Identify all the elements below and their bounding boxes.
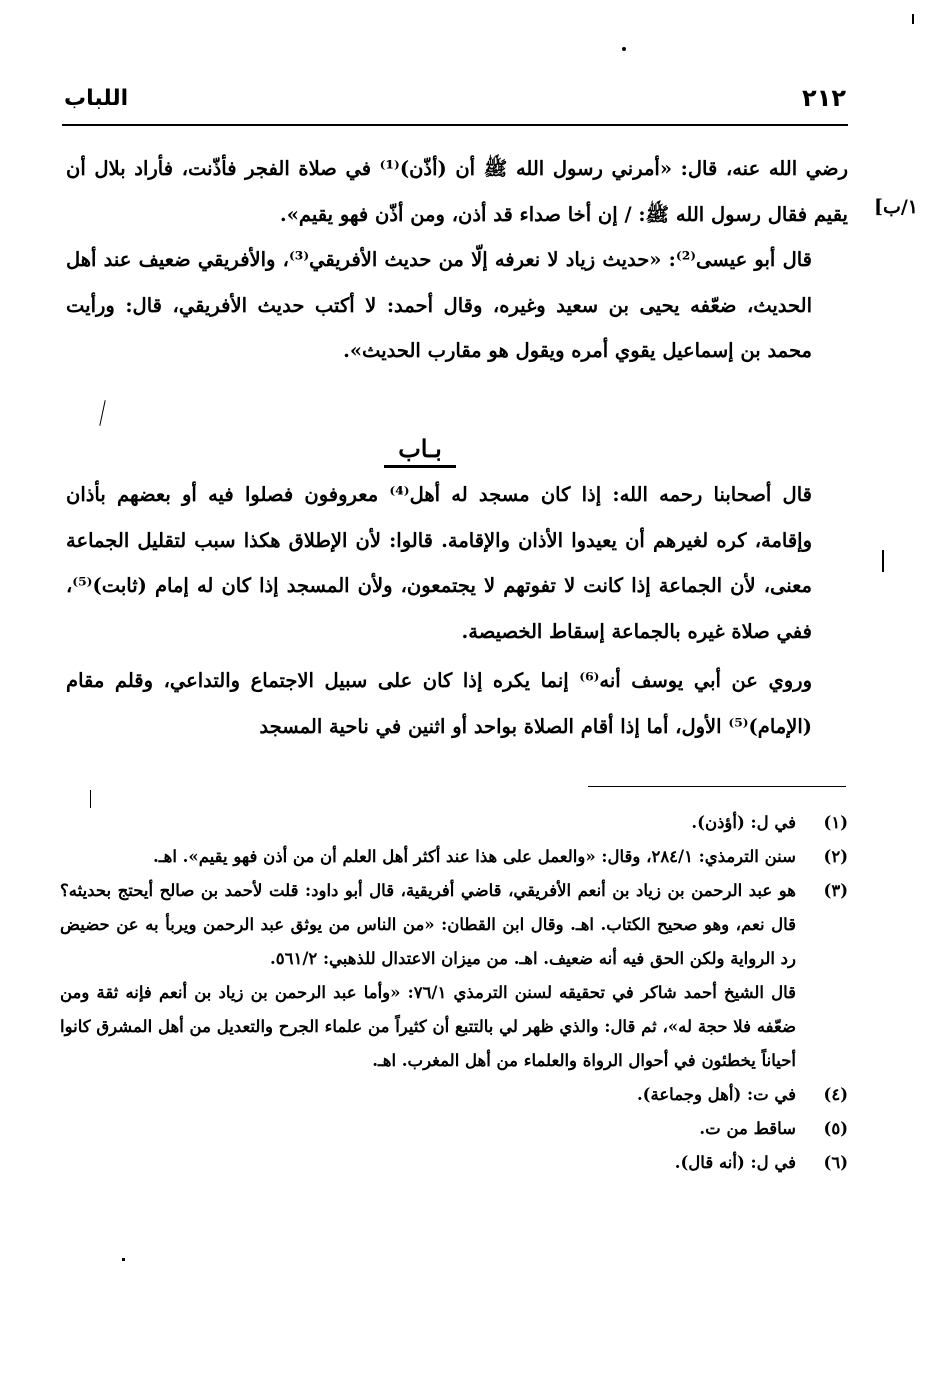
scan-speck — [912, 14, 914, 24]
scan-speck — [90, 790, 91, 808]
footnote-text: في ل: (أؤذن). — [691, 813, 796, 832]
footnote-number: (٢) — [823, 847, 848, 866]
footnote-number: (٤) — [823, 1085, 848, 1104]
paragraph: رضي الله عنه، قال: «أمرني رسول الله ﷺ أن (أذّن)⁽¹⁾ في صلاة الفجر فأذّنت، فأراد بلال أن يقيم فقال رسول الله ﷺ: / إن أخا صداء قد أذن، ومن أذّن فهو يقيم». — [66, 157, 849, 226]
footnote-number: (٦) — [823, 1153, 848, 1172]
section-heading — [380, 434, 460, 468]
footnote-text: في ل: (أنه قال). — [674, 1153, 796, 1172]
footnote-separator — [588, 786, 846, 787]
header-rule — [62, 124, 848, 126]
footnote-number: (٣) — [823, 881, 848, 900]
footnotes — [60, 806, 848, 1180]
footnote-text: هو عبد الرحمن بن زياد بن أنعم الأفريقي، قاضي أفريقية، قال أبو داود: قلت لأحمد بن صالح أيحتج بحديثه؟ قال نعم، وهو صحيح الكتاب. اهـ. وقال ابن القطان: «من الناس من يوثق عبد الرحمن ويربأ به عن حضيض رد الرواية ولكن الحق فيه أنه ضعيف. اهـ. من ميزان الاعتدال للذهبي: ٥٦١/٢. — [60, 881, 796, 968]
section-heading-text: بـاب — [398, 434, 442, 463]
footnote-number: (١) — [823, 813, 848, 832]
footnote — [60, 874, 848, 976]
footnote — [60, 1146, 848, 1180]
scan-speck — [99, 400, 105, 426]
scan-speck — [622, 47, 626, 51]
paragraph: قال أصحابنا رحمه الله: إذا كان مسجد له أهل⁽⁴⁾ معروفون فصلوا فيه أو بعضهم بأذان وإقامة، كره لغيرهم أن يعيدوا الأذان والإقامة. قالوا: لأن الإطلاق هكذا سبب لتقليل الجماعة معنى، لأن الجماعة إذا كانت لا تفوتهم لا يجتمعون، ولأن المسجد إذا كان له إمام (ثابت)⁽⁵⁾، ففي صلاة غيره بالجماعة إسقاط الخصيصة. — [66, 483, 812, 643]
footnote-number: (٥) — [823, 1119, 848, 1138]
running-title: اللباب — [64, 86, 129, 111]
margin-folio-note: ١/ب] — [873, 196, 918, 218]
paragraph: قال أبو عيسى⁽²⁾: «حديث زياد لا نعرفه إلّا من حديث الأفريقي⁽³⁾، والأفريقي ضعيف عند أهل الحديث، ضعّفه يحيى بن سعيد وغيره، وقال أحمد: لا أكتب حديث الأفريقي، قال: ورأيت محمد بن إسماعيل يقوي أمره ويقول هو مقارب الحديث». — [66, 248, 812, 362]
footnote-continuation: قال الشيخ أحمد شاكر في تحقيقه لسنن الترمذي ٧٦/١: «وأما عبد الرحمن بن زياد بن أنعم فإنه ثقة ومن ضعّفه فلا حجة له»، ثم قال: والذي ظهر لي بالتتبع أن كثيراً من علماء الجرح والتعديل من أهل المشرق كانوا أحياناً يخطئون في أحوال الرواة والعلماء من أهل المغرب. اهـ. — [60, 983, 796, 1070]
footnote — [60, 1078, 848, 1112]
footnote-text: في ت: (أهل وجماعة). — [636, 1085, 796, 1104]
footnote — [60, 1112, 848, 1146]
footnote-text: ساقط من ت. — [699, 1119, 796, 1138]
footnote-text: سنن الترمذي: ٢٨٤/١، وقال: «والعمل على هذا عند أكثر أهل العلم أن من أذن فهو يقيم». اهـ. — [153, 847, 796, 866]
main-text-bottom — [66, 472, 848, 749]
main-text-top — [66, 146, 848, 374]
scan-speck — [122, 1258, 125, 1261]
footnote — [60, 840, 848, 874]
page-header — [62, 84, 848, 120]
footnote — [60, 806, 848, 840]
paragraph: وروي عن أبي يوسف أنه⁽⁶⁾ إنما يكره إذا كان على سبيل الاجتماع والتداعي، وقلم مقام (الإمام)⁽⁵⁾ الأول، أما إذا أقام الصلاة بواحد أو اثنين في ناحية المسجد — [66, 669, 812, 738]
section-heading-rule — [384, 465, 456, 468]
scan-speck — [882, 550, 884, 572]
page-number: ٢١٢ — [802, 84, 846, 112]
